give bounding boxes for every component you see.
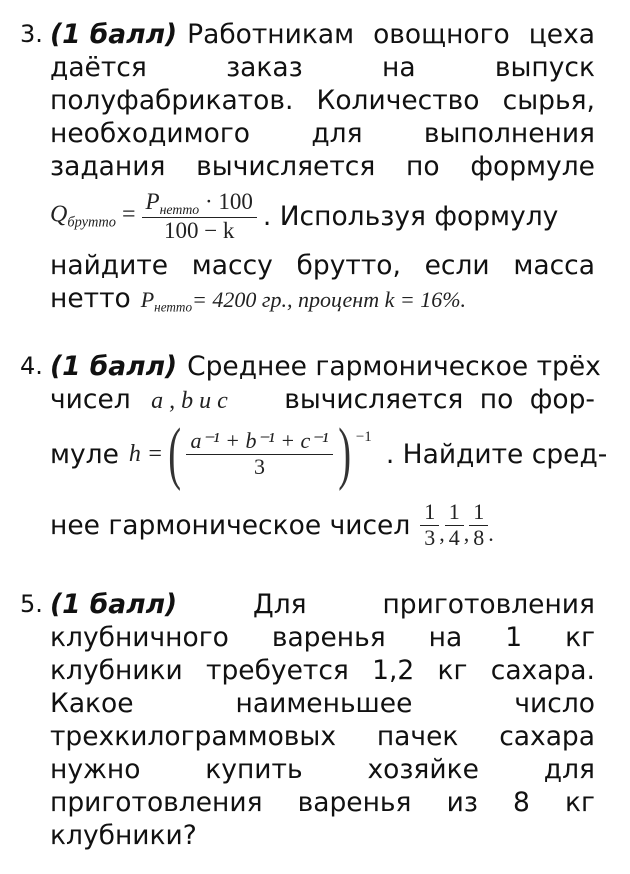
word: наименьшее <box>235 688 413 719</box>
text-line <box>50 654 595 687</box>
word: необходимого <box>50 118 250 149</box>
word: из <box>446 787 478 818</box>
word: число <box>514 688 595 719</box>
word: по <box>479 384 514 415</box>
formula-fraction <box>186 429 332 478</box>
word: на <box>428 622 463 653</box>
word: хозяйке <box>367 754 479 785</box>
word: трехкилограммовых <box>50 721 337 752</box>
formula-fraction <box>142 189 257 243</box>
comma: , <box>439 520 445 546</box>
formula-text: = 4200 гр., процент k = 16%. <box>192 287 467 312</box>
word: сахара. <box>490 655 595 686</box>
fraction-denominator: 3 <box>424 524 436 550</box>
problem-body <box>50 350 608 558</box>
text-line <box>50 819 595 852</box>
text-line <box>50 249 595 282</box>
formula-q-brutto <box>50 189 257 243</box>
word: сахара <box>499 721 595 752</box>
word: формуле <box>470 151 595 182</box>
text-line <box>50 117 595 150</box>
fraction <box>445 500 464 549</box>
word: чисел <box>50 384 131 415</box>
text-fragment: Среднее гармоническое трёх <box>187 351 601 382</box>
word: Какое <box>50 688 134 719</box>
word: для <box>543 754 595 785</box>
word: найдите <box>50 250 169 281</box>
fractions-list <box>420 500 494 549</box>
text-fragment: нее гармоническое чисел <box>50 509 411 541</box>
fraction <box>469 500 488 549</box>
text-line <box>50 350 601 383</box>
fraction <box>420 500 439 549</box>
formula-denominator: 100 − k <box>163 217 235 243</box>
word: Для <box>252 589 307 620</box>
word: пачек <box>376 721 459 752</box>
formula-subscript: брутто <box>67 214 116 231</box>
problem-score: (1 балл) <box>50 351 178 382</box>
word: даётся <box>50 52 147 83</box>
formula-lhs: h = <box>128 440 164 467</box>
word: нетто <box>50 283 131 314</box>
word: клубники <box>50 655 183 686</box>
word: кг <box>437 655 468 686</box>
word: на <box>382 52 416 83</box>
fraction-numerator: 1 <box>469 500 488 525</box>
word: требуется <box>206 655 349 686</box>
comma: , <box>463 520 470 546</box>
word: клубники? <box>50 820 197 851</box>
formula-numerator: a⁻¹ + b⁻¹ + c⁻¹ <box>186 429 332 454</box>
formula-symbol: P <box>145 188 160 214</box>
formula-numerator <box>142 189 257 218</box>
word: если <box>424 250 490 281</box>
problem-number: 5. <box>20 590 43 618</box>
word: 8 <box>513 787 530 818</box>
word: Количество <box>316 85 480 116</box>
text-fragment <box>50 383 228 418</box>
word: купить <box>205 754 303 785</box>
formula-line <box>50 183 595 249</box>
fraction-numerator: 1 <box>420 500 439 525</box>
word: вычисляется <box>196 151 376 182</box>
word: клубничного <box>50 622 229 653</box>
word: заказ <box>226 52 303 83</box>
word: сырья, <box>502 85 595 116</box>
word: вычисляется <box>284 384 464 415</box>
word: масса <box>513 250 595 281</box>
word: кг <box>565 622 595 653</box>
formula-denominator: 3 <box>253 453 265 479</box>
word: 1,2 <box>372 655 415 686</box>
text-line <box>50 84 595 117</box>
text-line <box>50 786 595 819</box>
formula-text: · 100 <box>204 188 253 214</box>
text-fragment: . Используя формулу <box>262 200 559 232</box>
period: . <box>488 520 494 546</box>
formula-subscript: нетто <box>159 201 200 217</box>
text-line <box>50 588 595 621</box>
formula-harmonic-mean <box>128 415 372 492</box>
text-line <box>50 621 595 654</box>
text-line <box>50 51 595 84</box>
problem-number: 3. <box>20 20 43 48</box>
formula-variables: a , b и c <box>151 388 228 414</box>
word: полуфабрикатов. <box>50 85 294 116</box>
word: нужно <box>50 754 141 785</box>
problem-score: (1 балл) <box>50 589 178 620</box>
word: варенья <box>271 622 386 653</box>
formula-exponent: −1 <box>355 429 372 445</box>
word: выпуск <box>494 52 595 83</box>
word: по <box>406 151 440 182</box>
right-paren: ) <box>337 415 351 492</box>
word: приготовления <box>382 589 595 620</box>
word: приготовления <box>50 787 263 818</box>
fraction-denominator: 4 <box>448 524 460 550</box>
text-line <box>50 383 595 416</box>
left-paren: ( <box>168 415 182 492</box>
fraction-denominator: 8 <box>473 524 485 550</box>
text-line <box>50 753 595 786</box>
word: варенья <box>297 787 412 818</box>
problem-score: (1 балл) <box>50 19 178 50</box>
text-line <box>50 18 595 51</box>
problem-number: 4. <box>20 352 43 380</box>
word: массу <box>191 250 273 281</box>
formula-symbol: Q <box>50 201 68 228</box>
text-fragment: Работникам овощного цеха <box>187 19 595 50</box>
text-line <box>50 492 595 558</box>
formula-line <box>50 415 608 492</box>
problem-body <box>50 18 595 315</box>
word: для <box>311 118 363 149</box>
word: кг <box>565 787 595 818</box>
word: задания <box>50 151 166 182</box>
text-fragment: . Найдите сред- <box>385 438 608 470</box>
problem-body <box>50 588 595 852</box>
fraction-numerator: 1 <box>445 500 464 525</box>
formula-equals: = <box>121 201 136 228</box>
formula-symbol: P <box>140 287 155 312</box>
word: муле <box>50 438 119 470</box>
word: выполнения <box>423 118 595 149</box>
text-line <box>50 150 595 183</box>
word: фор- <box>529 384 595 415</box>
word: брутто, <box>296 250 401 281</box>
word: 1 <box>505 622 523 653</box>
text-line <box>50 687 595 720</box>
formula-inline <box>141 283 466 324</box>
formula-subscript: нетто <box>154 299 193 315</box>
text-line <box>50 282 595 315</box>
text-line <box>50 720 595 753</box>
